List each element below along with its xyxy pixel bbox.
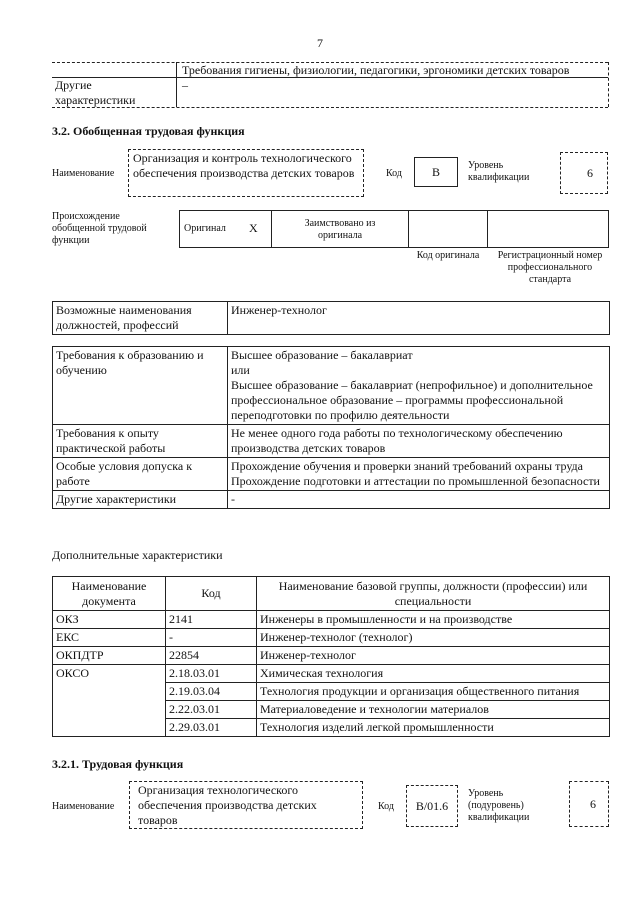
code-label: Код [386,168,402,179]
code-cell: 22854 [166,647,257,665]
req-experience-line: Не менее одного года работы по технологическому обеспечению производства детских товаров [231,426,563,455]
section-heading-3-2: 3.2. Обобщенная трудовая функция [52,124,245,138]
name-value-box [128,149,364,197]
table-row [53,611,610,629]
level-box [560,152,608,194]
additional-header-doc: Наименование документа [53,577,166,611]
lf-name-value-box [129,781,363,829]
doc-cell: ЕКС [53,629,166,647]
lf-code-value: B/01.6 [415,799,449,813]
doc-cell: ОКПДТР [53,647,166,665]
code-cell: 2.19.03.04 [166,683,257,701]
lf-name-label: Наименование [52,801,115,812]
code-cell: 2.29.03.01 [166,719,257,737]
original-label: Оригинал [184,223,226,234]
req-education-line: Высшее образование – бакалавриат [231,348,413,362]
positions-value: Инженер-технолог [228,302,610,335]
req-conditions-line: Прохождение обучения и проверки знаний требований охраны труда [231,459,583,473]
req-other-line: - [231,492,235,506]
req-other-label: Другие характеристики [53,491,228,509]
req-experience-label: Требования к опыту практической работы [53,425,228,458]
positions-table [52,301,610,335]
req-conditions-line: Прохождение подготовки и аттестации по промышленной безопасности [231,474,600,488]
origin-label: Происхождение обобщенной трудовой функции [52,211,147,246]
req-education-line: Высшее образование – бакалавриат (непрофильное) и дополнительное профессиональное образование – программы профессиональной переподготовки по профилю деятельности [231,378,593,422]
code-original-caption: Код оригинала [416,250,480,261]
doc-cell: ОКЗ [53,611,166,629]
name-cell: Технология изделий легкой промышленности [257,719,610,737]
req-conditions-label: Особые условия допуска к работе [53,458,228,491]
positions-label: Возможные наименования должностей, профессий [53,302,228,335]
table-row [53,665,610,683]
code-cell: - [166,629,257,647]
table-row [53,629,610,647]
additional-heading: Дополнительные характеристики [52,548,223,562]
additional-table [52,576,610,737]
name-cell: Технология продукции и организация общественного питания [257,683,610,701]
level-label: Уровень квалификации [468,160,530,183]
code-cell: 2141 [166,611,257,629]
name-cell: Химическая технология [257,665,610,683]
lf-level-label: Уровень (подуровень) квалификации [468,788,530,823]
section-heading-3-2-1: 3.2.1. Трудовая функция [52,757,184,771]
code-cell: 2.22.03.01 [166,701,257,719]
name-cell: Материаловедение и технологии материалов [257,701,610,719]
additional-header-name: Наименование базовой группы, должности (профессии) или специальности [257,577,610,611]
code-box [414,157,458,187]
code-value: B [431,165,440,179]
lf-code-box [406,785,458,827]
top-table-other-value: – [182,78,188,92]
doc-cell: ОКСО [53,665,166,737]
borrowed-label: Заимствовано из оригинала [304,218,376,241]
lf-name-value: Организация технологического обеспечения производства детских товаров [138,783,317,827]
additional-header-code: Код [166,577,257,611]
lf-level-value: 6 [590,797,596,811]
name-cell: Инженер-технолог (технолог) [257,629,610,647]
code-cell: 2.18.03.01 [166,665,257,683]
top-table-requirement-text: Требования гигиены, физиологии, педагогики, эргономики детских товаров [182,63,570,77]
reg-number-caption: Регистрационный номер профессионального стандарта [497,250,603,285]
req-education-line: или [231,363,250,377]
lf-level-box [569,781,609,827]
name-cell: Инженеры в промышленности и на производстве [257,611,610,629]
level-value: 6 [587,166,593,180]
name-cell: Инженер-технолог [257,647,610,665]
name-value: Организация и контроль технологического обеспечения производства детских товаров [133,151,355,180]
original-mark: X [249,221,258,235]
lf-code-label: Код [378,801,394,812]
table-row [53,647,610,665]
page-number: 7 [317,36,323,50]
name-label: Наименование [52,168,115,179]
req-education-label: Требования к образованию и обучению [53,347,228,425]
top-table-other-label: Другие характеристики [55,78,136,107]
requirements-table [52,346,610,509]
